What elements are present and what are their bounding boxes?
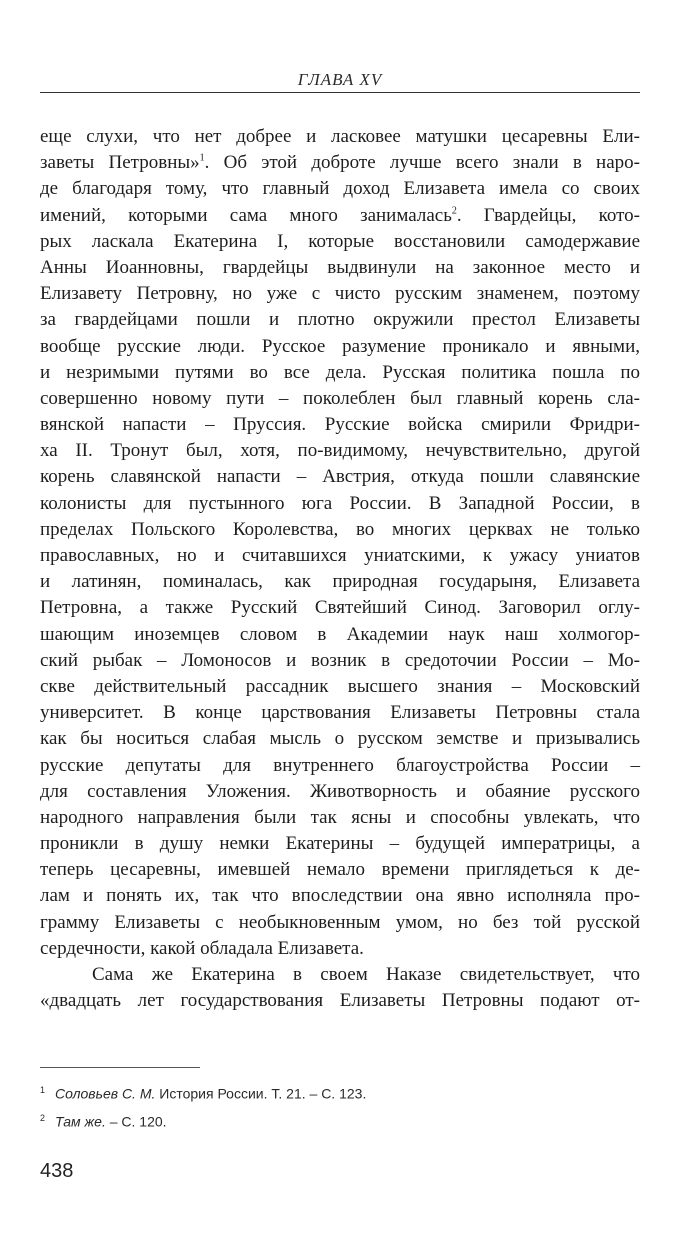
text-line: Анны Иоанновны, гвардейцы выдвинули на законное место и [40, 256, 640, 278]
text-line: народного направления были так ясны и способны увлекать, что [40, 806, 640, 828]
text-line: пределах Польского Королевства, во многих церквах не только [40, 518, 640, 540]
text-line: и незримыми путями во все дела. Русская политика пошла по [40, 361, 640, 383]
footnotes [40, 1076, 640, 1132]
text-line: лам и понять их, так что впоследствии она явно исполняла про- [40, 885, 640, 907]
body-text [40, 124, 640, 1014]
page-number: 438 [40, 1160, 74, 1182]
text-line: ский рыбак – Ломоносов и возник в средоточии России – Мо- [40, 649, 640, 671]
text-line: православных, но и считавшихся униатскими, к ужасу униатов [40, 545, 640, 566]
text-line: вообще русские люди. Русское разумение проникало и явными, [40, 335, 640, 357]
text-line: совершенно новому пути – поколеблен был главный корень сла- [40, 387, 640, 409]
footnote-1: $^1$ Соловьев С. М. История России. Т. 21. – С. 123. [40, 1085, 367, 1102]
footnote-2: $^2$ Там же. – С. 120. [40, 1113, 167, 1130]
text-line: сердечности, какой обладала Елизавета. [40, 937, 364, 959]
text-line: Петровна, а также Русский Святейший Синод. Заговорил оглу- [40, 597, 640, 619]
text-line: имений, которыми сама много занималась$^2$. Гвардейцы, кото- [40, 204, 641, 226]
footnote-ref-2: 2 [451, 205, 457, 217]
footnote-ref-1: 1 [199, 152, 205, 164]
text-line: вянской напасти – Пруссия. Русские войска смирили Фридри- [40, 414, 640, 436]
text-line: корень славянской напасти – Австрия, откуда пошли славянские [40, 466, 640, 488]
text-line: проникли в душу немки Екатерины – будущей императрицы, а [40, 833, 640, 855]
footnote-rule [40, 1067, 200, 1068]
text-line: шающим иноземцев словом в Академии наук наш холмогор- [40, 623, 640, 645]
text-line: грамму Елизаветы с необыкновенным умом, но без той русской [40, 911, 640, 933]
text-line: «двадцать лет государствования Елизаветы Петровны подают от- [40, 990, 640, 1012]
text-line: русские депутаты для внутреннего благоустройства России – [40, 754, 640, 776]
header-rule [40, 92, 640, 93]
text-line: за гвардейцами пошли и плотно окружили престол Елизаветы [40, 309, 640, 331]
text-line: для составления Уложения. Животворность и обаяние русского [40, 780, 640, 802]
text-line: де благодаря тому, что главный доход Елизавета имела со своих [40, 178, 640, 200]
text-line: ха II. Тронут был, хотя, по-видимому, нечувствительно, другой [40, 440, 640, 462]
text-line: заветы Петровны»$^1$. Об этой доброте лучше всего знали в наро- [40, 152, 640, 174]
text-line: университет. В конце царствования Елизаветы Петровны стала [40, 702, 640, 724]
text-line: и латинян, поминалась, как природная государыня, Елизавета [40, 571, 640, 593]
text-line: колонисты для пустынного юга России. В Западной России, в [40, 492, 640, 514]
text-line: скве действительный рассадник высшего знания – Московский [40, 675, 640, 697]
text-line: теперь цесаревны, имевшей немало времени приглядеться к де- [40, 859, 640, 881]
running-head: ГЛАВА XV [297, 70, 383, 89]
text-line: еще слухи, что нет добрее и ласковее матушки цесаревны Ели- [40, 126, 640, 147]
text-line: Сама же Екатерина в своем Наказе свидетельствует, что [92, 964, 640, 985]
text-line: рых ласкала Екатерина I, которые восстановили самодержавие [40, 230, 640, 252]
text-line: как бы носиться слабая мысль о русском земстве и призывались [40, 728, 640, 750]
text-line: Елизавету Петровну, но уже с чисто русским знаменем, поэтому [40, 283, 640, 305]
